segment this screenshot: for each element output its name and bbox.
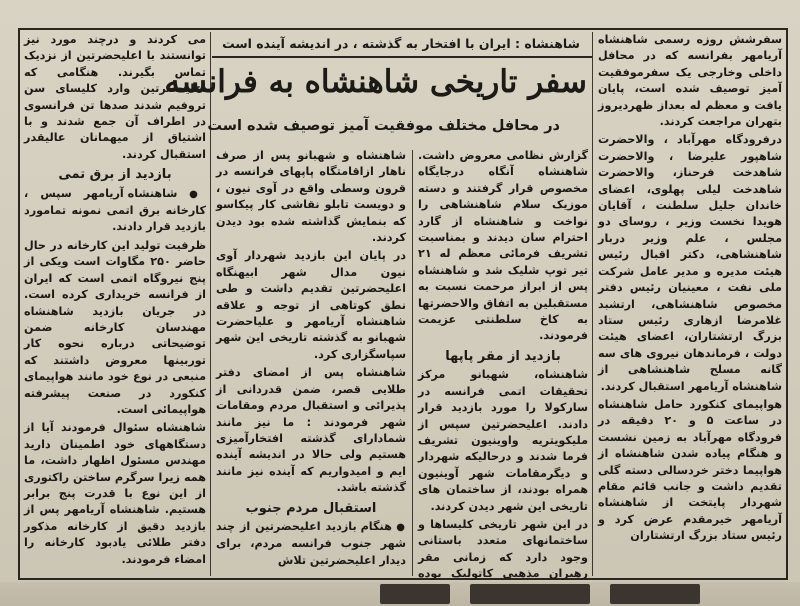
paragraph: شاهنشاه و شهبانو پس از صرف ناهار ازاقامتگاه پاپهای فرانسه در قرون وسطی واقع در آوی نیون ، و دویست تابلو نقاشی کار پیکاسو که بنمایش گذاشته شده بود دیدن کردند. (216, 149, 406, 245)
next-article-strip (0, 582, 800, 606)
paragraph: شاهنشاه پس از امضای دفتر طلایی قصر، ضمن قدردانی از پذیرائی و استقبال مردم ومقامات شهر فرمودند : ما نیز مانند شمادارای گذشته افتخارآمیزی هستیم ولی حالا در اندیشه آینده ایم و امیدواریم که آینده نیز مانند گذشته باشد. (216, 366, 406, 495)
column-divider (592, 32, 593, 576)
bullet-icon: ● (391, 521, 406, 533)
column-divider (210, 32, 211, 576)
bullet-icon: ● (177, 188, 206, 200)
next-headline-fragment (610, 584, 700, 604)
paragraph (24, 186, 206, 236)
paragraph: درفرودگاه مهرآباد ، والاحضرت شاهپور علیرضا ، والاحضرت شاهدخت فرحناز، والاحضرت شاهدخت لیلی پهلوی، اعضای خاندان جلیل سلطنت ، آقایان هویدا نخست وزیر ، روسای دو مجلس ، علم وزیر دربار شاهنشاهی، دکتر اقبال رئیس هیئت مدیره و مدیر عامل شرکت ملی نفت ، معینیان رئیس دفتر مخصوص شاهنشاهی، ارتشبد غلامرضا ازهاری رئیس ستاد بزرگ ارتشتاران، اعضای هیئت دولت ، فرماندهان نیروی های سه گانه مسلح شاهنشاهی از شاهنشاه آریامهر استقبال کردند. (598, 133, 782, 393)
column-divider (412, 150, 413, 576)
paragraph-text: هنگام بازدید اعلیحضرتین از چند شهر جنوب فرانسه مردم، برای دیدار اعلیحضرتین تلاش (216, 519, 406, 567)
kicker-rule (212, 56, 592, 58)
paragraph: سفرشش روزه رسمی شاهنشاه آریامهر بفرانسه که در محافل داخلی وخارجی یک سفرموفقیت آمیز توصیف شده است، پایان یافت و معظم له بعداز ظهردیروز بتهران مراجعت کردند. (598, 33, 782, 129)
paragraph: در این شهر تاریخی کلیساها و ساختمانهای متعدد باستانی وجود دارد که زمانی مقر رهبران مذهبی کاتولیک بوده (418, 517, 588, 581)
paragraph: شاهنشاه، شهبانو مرکز تحقیقات اتمی فرانسه در سارکولا را مورد بازدید قرار دادند. اعلیحضرتین سپس از ملیکویتریه واوینیون تشریف فرما شدند و درحالیکه شهردار و دیگرمقامات شهر آوینیون همراه بودند، از ساختمان های تاریخی این شهر دیدن کردند. (418, 368, 588, 513)
paragraph: گزارش نظامی معروض داشت. شاهنشاه آنگاه درجایگاه مخصوص قرار گرفتند و دسته موزیک سلام شاهنشاهی را نواخت و شاهنشاه از گارد احترام سان دیدند و بمناسبت تشریف فرمائی معظم له ۲۱ تیر توپ شلیک شد و شاهنشاه پس از ابراز مرحمت نسبت به مستقبلین به اتفاق والاحضرتها به کاخ سلطنتی عزیمت فرمودند. (418, 149, 588, 343)
next-headline-fragment (470, 584, 590, 604)
section-heading-south: استقبال مردم جنوب (245, 500, 377, 516)
paragraph: در پایان این بازدید شهردار آوی نیون مدال شهر ابیهنگاه اعلیحضرتین تقدیم داشت و طی نطق کوتاهی از توجه و علاقه شاهنشاه آریامهر و علیاحضرت شهبانو به گذشته تاریخی این شهر سپاسگزاری کرد. (216, 249, 406, 361)
paragraph (216, 519, 406, 569)
paragraph-text: شاهنشاه آریامهر سپس ، کارخانه برق اتمی نمونه تمامورد بازدید قرار دادند. (24, 186, 206, 234)
paragraph: شاهنشاه سئوال فرمودند آیا از دستگاههای خود اطمینان دارید مهندس مسئول اظهار داشت، ما همه زیرا سرگرم ساختن راکتوری از این نوع با قدرت پنج برابر هستیم. شاهنشاه آریامهر پس از بازدید دقیق از کارخانه مذکور دفتر طلائی یادبود کارخانه را امضاء فرمودند. (24, 421, 206, 566)
section-heading-atomic: بازدید از برق تمی (58, 167, 172, 183)
section-heading-popes: بازدید از مقر پاپها (445, 348, 561, 364)
paragraph: ظرفیت تولید این کارخانه در حال حاضر ۲۵۰ مگاوات است ویکی از پنج نیروگاه اتمی است که ایران از فرانسه خریداری کرده است. در جریان بازدید شاهنشاه مهندسان کارخانه ضمن توضیحاتی درباره نحوه کار توربینها معروض داشتند که منبعی در نوع خود مانند هواپیمای کنکورد در صنعت پیشرفته هواپیمائی است. (24, 238, 206, 416)
article-headline: سفر تاریخی شاهنشاه به فرانسه (164, 64, 587, 100)
article-column-4 (24, 32, 206, 572)
article-column-3 (216, 148, 406, 574)
paragraph: هواپیمای کنکورد حامل شاهنشاه در ساعت ۵ و ۲۰ دقیقه در فرودگاه مهرآباد به زمین نشست و هنگام پیاده شدن شاهنشاه از هواپیما دختر خردسالی دسته گلی تقدیم داشت و جانب قائم مقام شهردار پایتخت از شاهنشاه آریامهر خیرمقدم عرض کرد و رئیس ستاد بزرگ ارتشتاران (598, 397, 782, 543)
paragraph: می کردند و درچند مورد نیز توانستند با اعلیحضرتین از نزدیک تماس بگیرند. هنگامی که اعلیحضرتین وارد کلیسای سن تروفیم شدند صدها تن فرانسوی در اطراف آن جمع شدند و با اشتیاق از میهمانان عالیقدر استقبال کردند. (24, 33, 206, 161)
article-subhead: در محافل مختلف موفقیت آمیز توصیف شده است (207, 118, 560, 134)
article-column-2 (418, 148, 588, 581)
next-headline-fragment (380, 584, 450, 604)
article-column-1 (598, 32, 782, 572)
article-kicker: شاهنشاه : ایران با افتخار به گذشته ، در اندیشه آینده است (222, 36, 580, 51)
